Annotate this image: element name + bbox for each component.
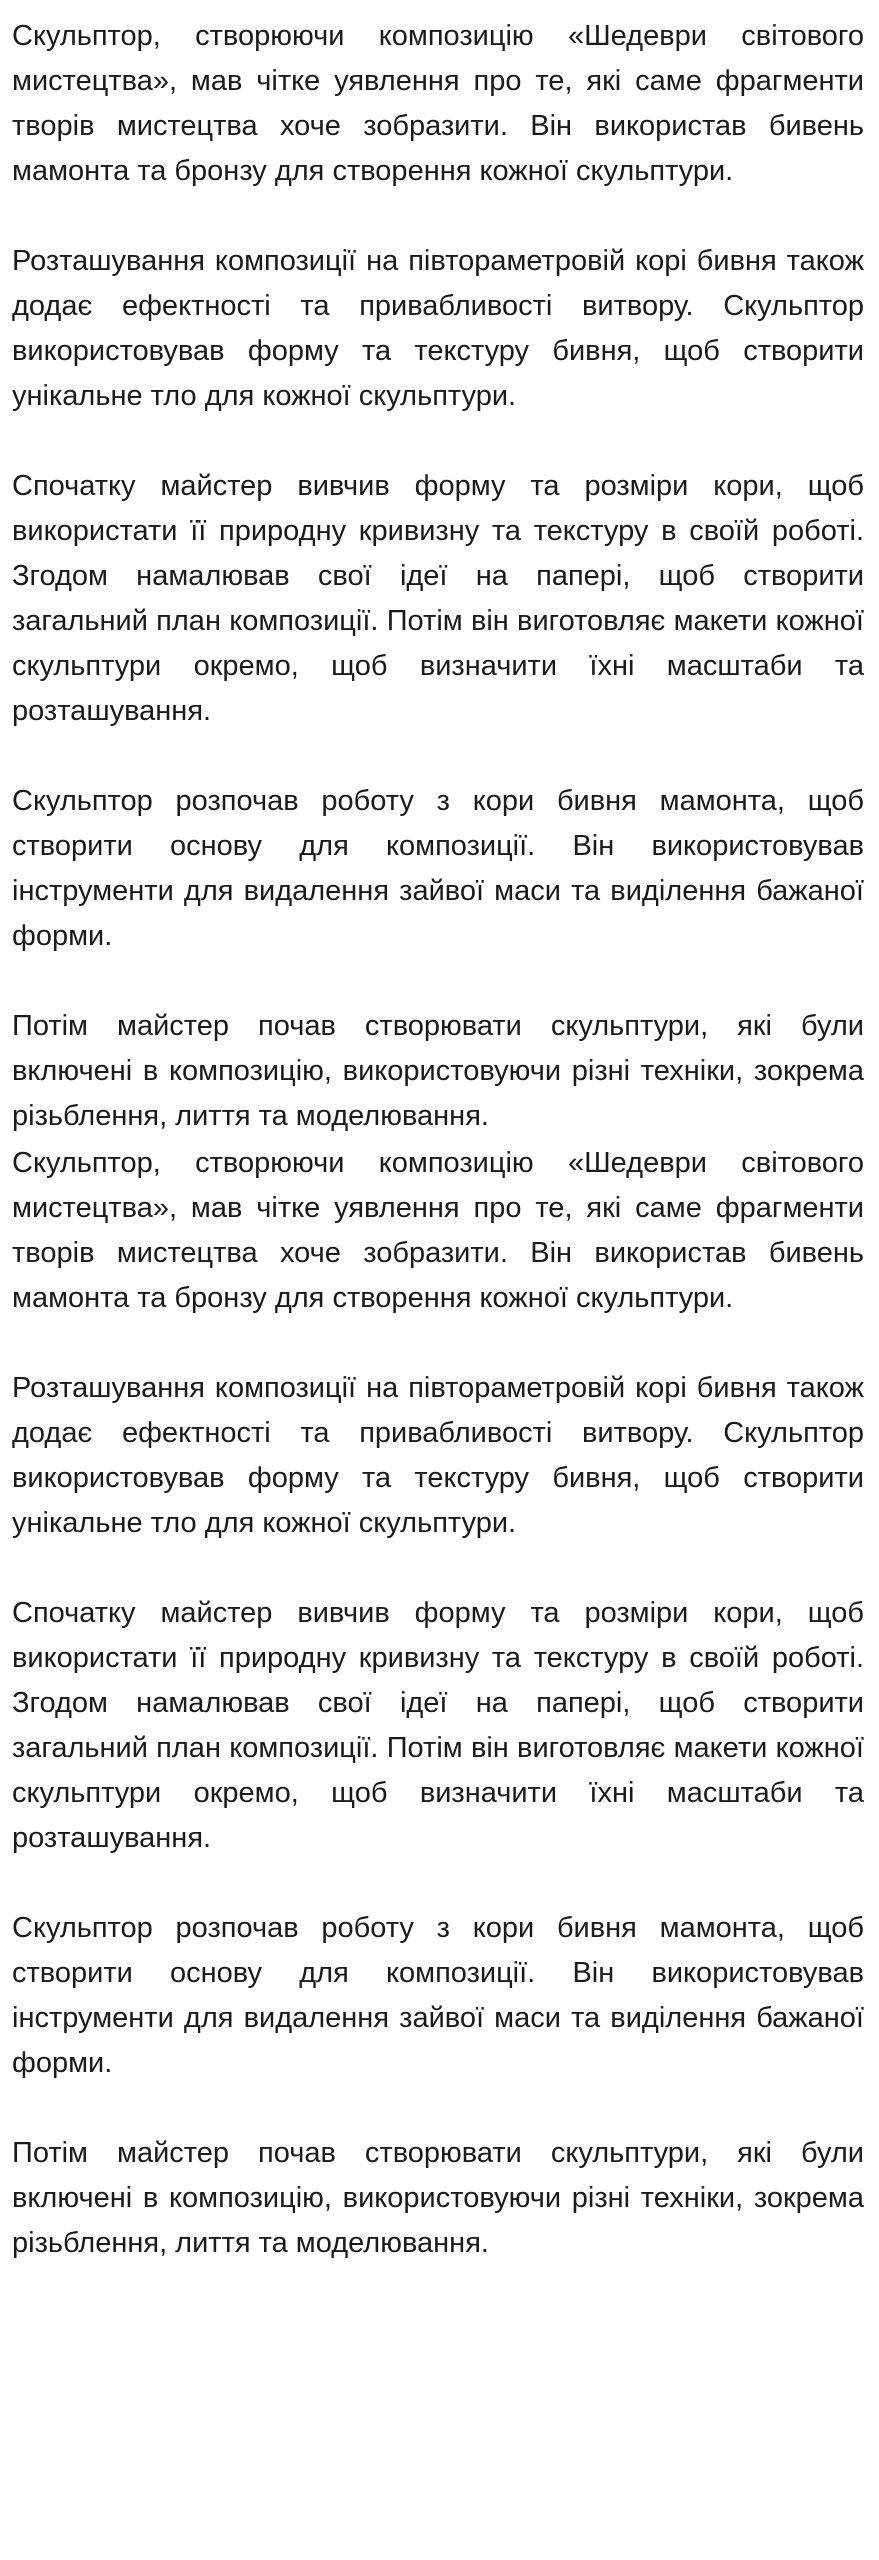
paragraph-tusk-placement: Розташування композиції на півтораметровій корі бивня також додає ефектності та привабливості витвору. Скульптор використовував форму та текстуру бивня, щоб створити унікальне тло для кожної скульптури. — [12, 245, 864, 412]
paragraph-base-work: Скульптор розпочав роботу з кори бивня мамонта, щоб створити основу для композиції. Він використовував інструменти для видалення зайвої маси та виділення бажаної форми. — [12, 785, 864, 952]
paragraph-composition-idea: Скульптор, створюючи композицію «Шедеври світового мистецтва», мав чітке уявлення про те, які саме фрагменти творів мистецтва хоче зобразити. Він використав бивень мамонта та бронзу для створення кожної скульптури. — [12, 20, 864, 187]
paragraph-tusk-placement-repeat: Розташування композиції на півтораметровій корі бивня також додає ефектності та привабливості витвору. Скульптор використовував форму та текстуру бивня, щоб створити унікальне тло для кожної скульптури. — [12, 1372, 864, 1539]
paragraph-techniques: Потім майстер почав створювати скульптури, які були включені в композицію, використовуючи різні техніки, зокрема різьблення, лиття та моделювання. — [12, 1010, 864, 1132]
paragraph-base-work-repeat: Скульптор розпочав роботу з кори бивня мамонта, щоб створити основу для композиції. Він використовував інструменти для видалення зайвої маси та виділення бажаної форми. — [12, 1912, 864, 2079]
article-body — [12, 14, 864, 2266]
paragraph-planning: Спочатку майстер вивчив форму та розміри кори, щоб використати її природну кривизну та текстуру в своїй роботі. Згодом намалював свої ідеї на папері, щоб створити загальний план композиції. Потім він виготовляє макети кожної скульптури окремо, щоб визначити їхні масштаби та розташування. — [12, 470, 864, 727]
paragraph-planning-repeat: Спочатку майстер вивчив форму та розміри кори, щоб використати її природну кривизну та текстуру в своїй роботі. Згодом намалював свої ідеї на папері, щоб створити загальний план композиції. Потім він виготовляє макети кожної скульптури окремо, щоб визначити їхні масштаби та розташування. — [12, 1597, 864, 1854]
paragraph-composition-idea-repeat: Скульптор, створюючи композицію «Шедеври світового мистецтва», мав чітке уявлення про те, які саме фрагменти творів мистецтва хоче зобразити. Він використав бивень мамонта та бронзу для створення кожної скульптури. — [12, 1147, 864, 1314]
paragraph-techniques-repeat: Потім майстер почав створювати скульптури, які були включені в композицію, використовуючи різні техніки, зокрема різьблення, лиття та моделювання. — [12, 2137, 864, 2259]
